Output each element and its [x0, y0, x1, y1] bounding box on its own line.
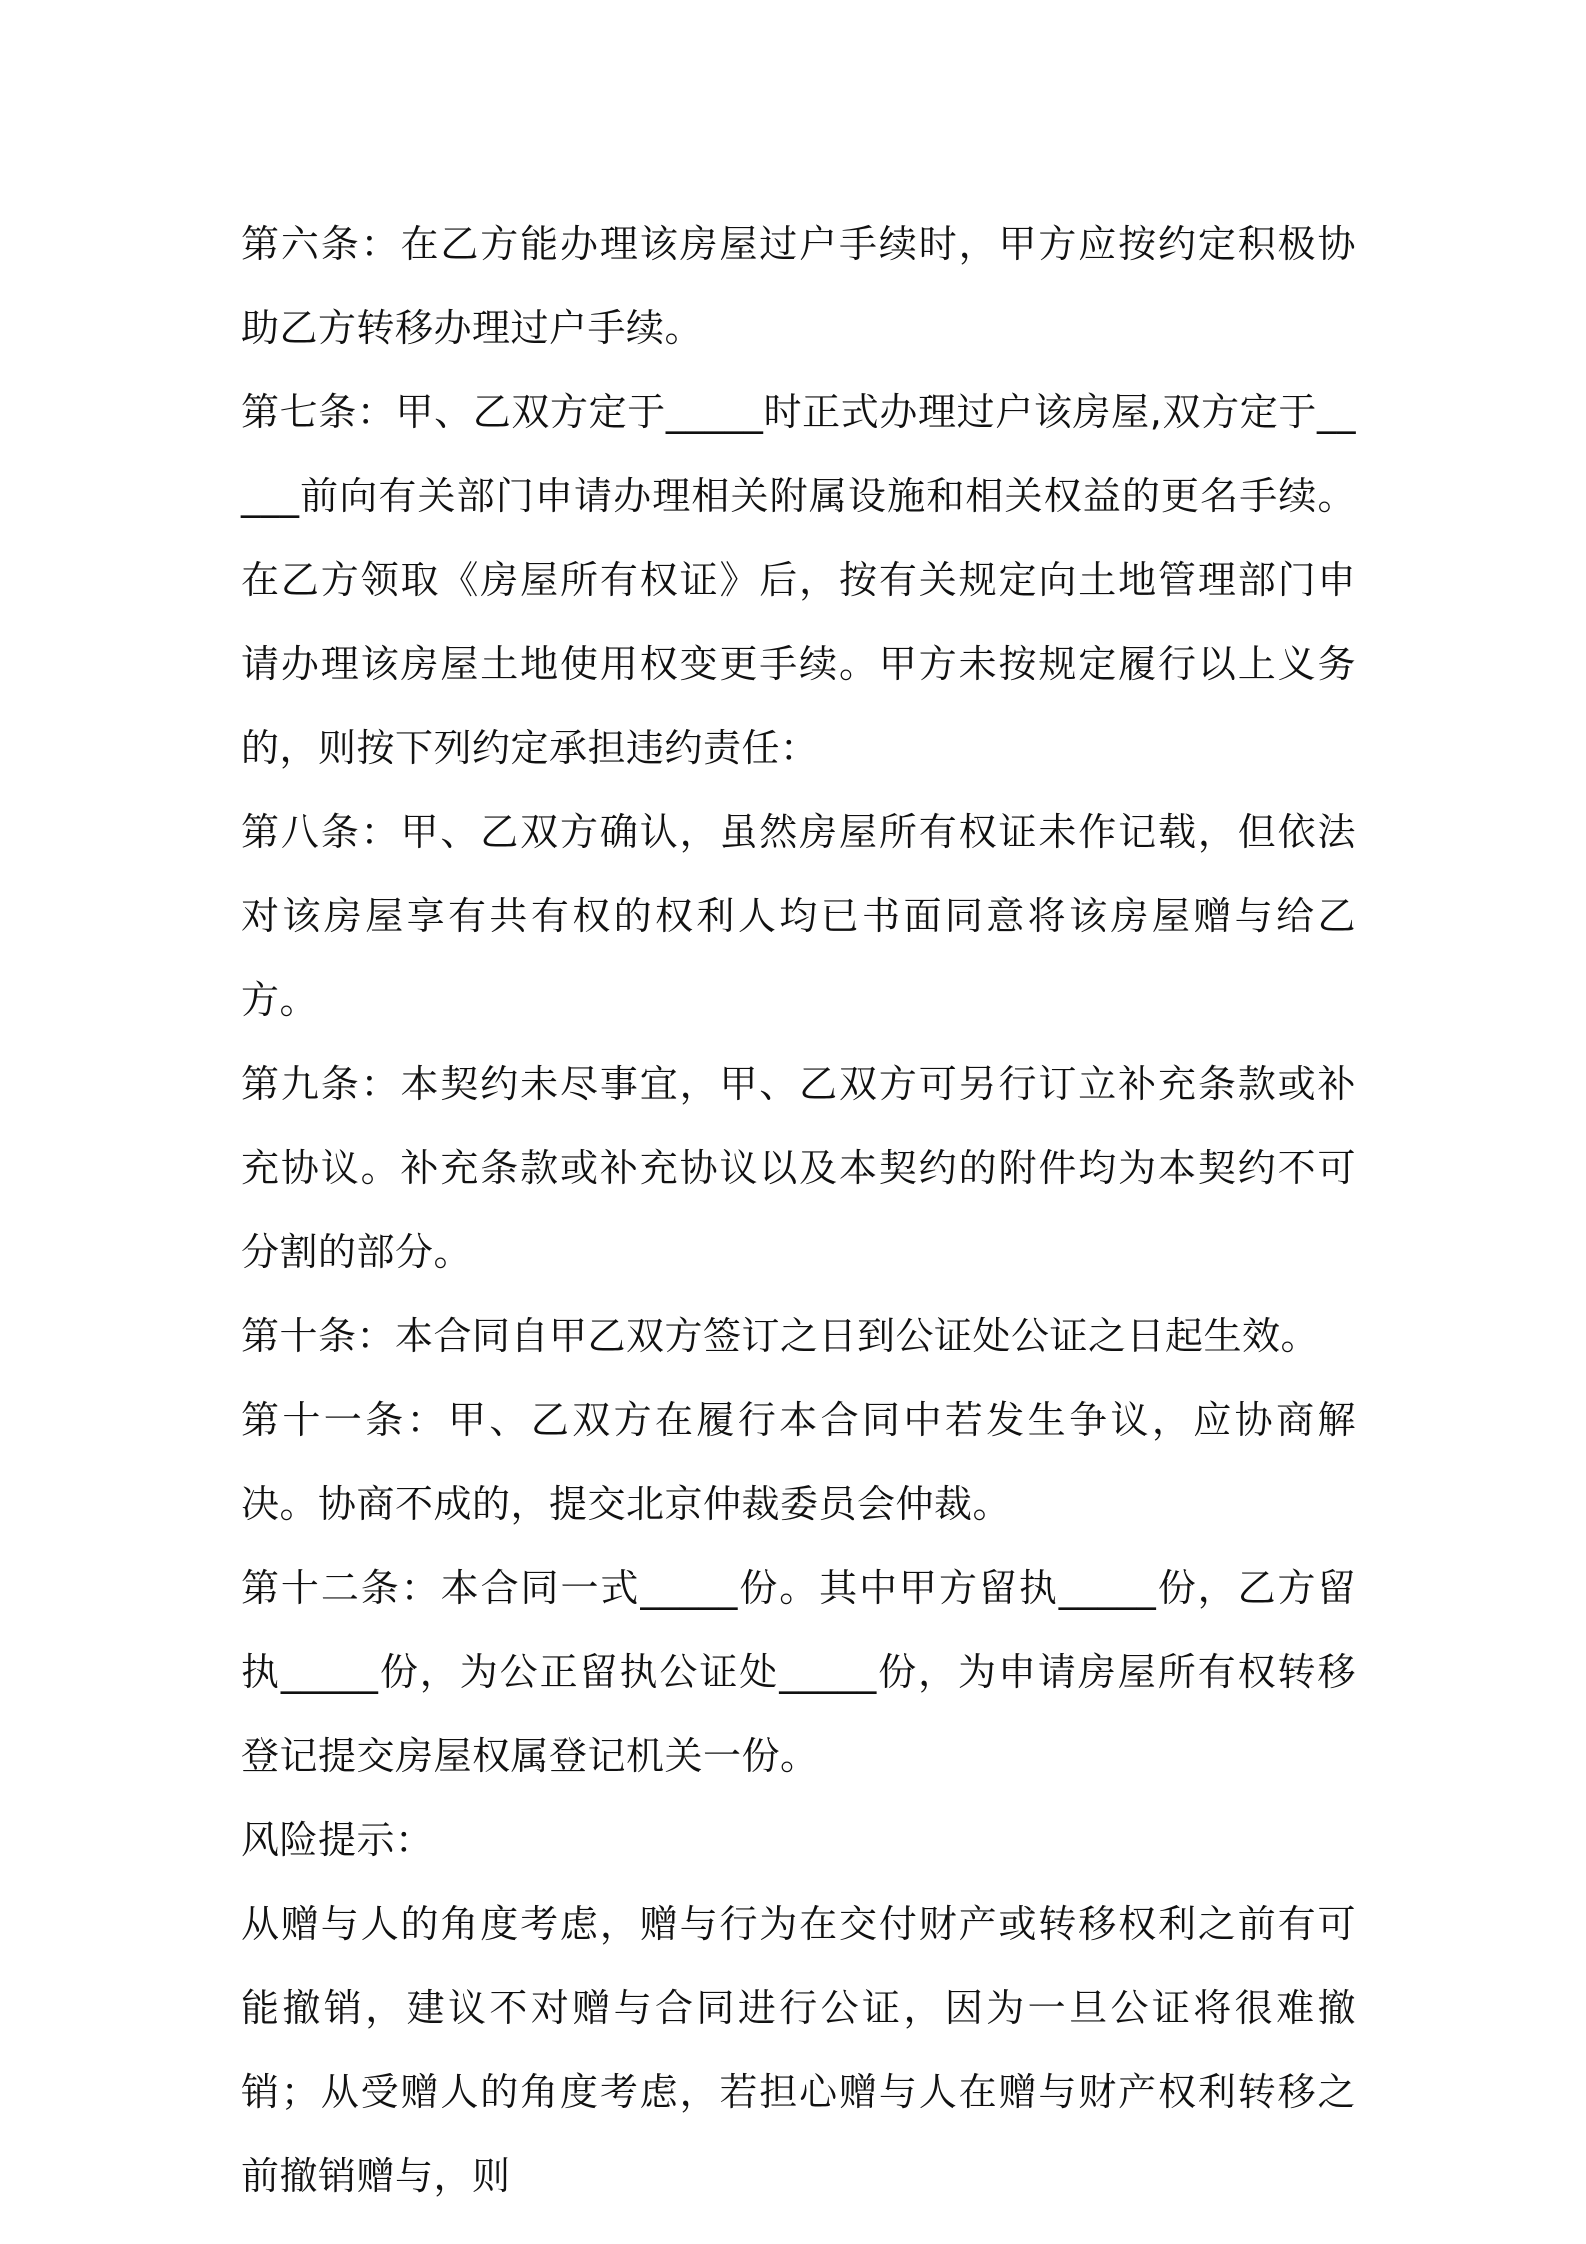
- article-11: 第十一条：甲、乙双方在履行本合同中若发生争议，应协商解决。协商不成的，提交北京仲裁委员会仲裁。: [241, 1398, 1356, 1526]
- article-6: 第六条：在乙方能办理该房屋过户手续时，甲方应按约定积极协助乙方转移办理过户手续。: [241, 222, 1356, 350]
- article-7: 第七条：甲、乙双方定于_____时正式办理过户该房屋,双方定于_____前向有关部门申请办理相关附属设施和相关权益的更名手续。在乙方领取《房屋所有权证》后，按有关规定向土地管理部门申请办理该房屋土地使用权变更手续。甲方未按规定履行以上义务的，则按下列约定承担违约责任：: [241, 390, 1356, 770]
- risk-text: 从赠与人的角度考虑，赠与行为在交付财产或转移权利之前有可能撤销，建议不对赠与合同进行公证，因为一旦公证将很难撤销；从受赠人的角度考虑，若担心赠与人在赠与财产权利转移之前撤销赠与，则: [241, 1902, 1356, 2198]
- article-9: 第九条：本契约未尽事宜，甲、乙双方可另行订立补充条款或补充协议。补充条款或补充协议以及本契约的附件均为本契约不可分割的部分。: [241, 1062, 1356, 1274]
- article-8: 第八条：甲、乙双方确认，虽然房屋所有权证未作记载，但依法对该房屋享有共有权的权利人均已书面同意将该房屋赠与给乙方。: [241, 810, 1356, 1022]
- risk-heading: 风险提示：: [241, 1818, 434, 1862]
- document-body: [241, 202, 1356, 2218]
- article-10: 第十条：本合同自甲乙双方签订之日到公证处公证之日起生效。: [241, 1314, 1320, 1358]
- article-12: 第十二条：本合同一式_____份。其中甲方留执_____份，乙方留执_____份，为公正留执公证处_____份，为申请房屋所有权转移登记提交房屋权属登记机关一份。: [241, 1566, 1356, 1778]
